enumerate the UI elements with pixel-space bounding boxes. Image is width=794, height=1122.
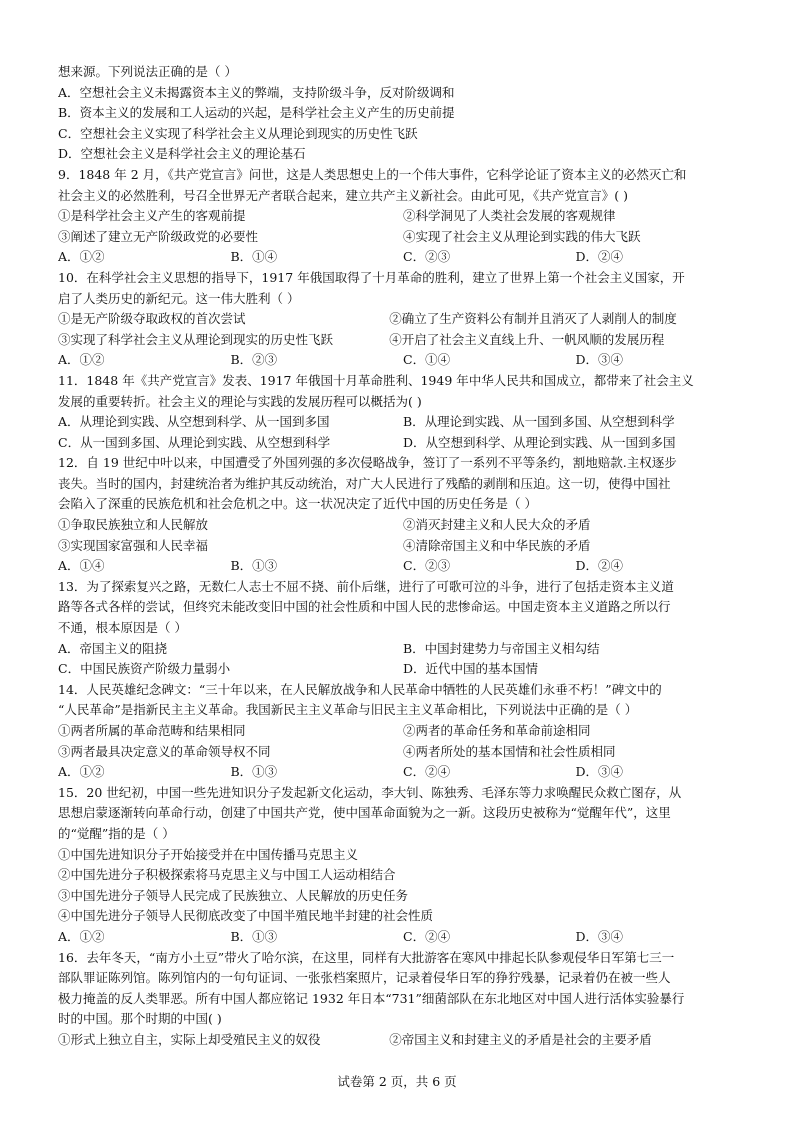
question-14 (58, 680, 748, 783)
option-row (58, 639, 748, 660)
option-d: D．空想社会主义是科学社会主义的理论基石 (58, 146, 306, 162)
option-c: C．空想社会主义实现了科学社会主义从理论到现实的历史性飞跃 (58, 125, 418, 141)
choice-row (58, 927, 748, 948)
question-12 (58, 453, 748, 577)
choice-c: C．②④ (403, 764, 451, 780)
choice-d: D．③④ (575, 764, 624, 780)
choice-d: D．②④ (575, 249, 624, 265)
question-stem: 丧失。当时的国内，封建统治者为维护其反动统治，对广大人民进行了残酷的剥削和压迫。这一切，使得中国社 (58, 475, 671, 491)
question-stem: 时的中国。那个时期的中国( ) (58, 1011, 222, 1027)
question-stem: 思想启蒙逐渐转向革命行动，创建了中国共产党，使中国革命面貌为之一新。这段历史被称为“觉醒年代”，这里 (58, 805, 671, 821)
question-16 (58, 948, 748, 1051)
choice-a: A．①② (58, 928, 105, 944)
choice-row (58, 247, 748, 268)
item-4: ④清除帝国主义和中华民族的矛盾 (403, 537, 591, 553)
choice-d: D．③④ (575, 352, 624, 368)
item-2: ②消灭封建主义和人民大众的矛盾 (403, 517, 591, 533)
question-8 (58, 62, 748, 165)
question-13 (58, 577, 748, 680)
choice-b: B．①③ (230, 928, 278, 944)
item-1: ①是无产阶级夺取政权的首次尝试 (58, 311, 246, 327)
option-b: B．中国封建势力与帝国主义相勾结 (403, 640, 600, 656)
item-3: ③中国先进分子领导人民完成了民族独立、人民解放的历史任务 (58, 887, 409, 903)
choice-a: A．①② (58, 352, 105, 368)
choice-row (58, 556, 748, 577)
choice-row (58, 350, 748, 371)
question-stem: 部队罪证陈列馆。陈列馆内的一句句证词、一张张档案照片，记录着侵华日军的狰狞残暴，记录着仍在被一些人 (58, 970, 671, 986)
item-row (58, 515, 748, 536)
question-11 (58, 371, 748, 453)
item-4: ④中国先进分子领导人民彻底改变了中国半殖民地半封建的社会性质 (58, 908, 434, 924)
choice-d: D．②④ (575, 558, 624, 574)
question-stem: 会陷入了深重的民族危机和社会危机之中。这一状况决定了近代中国的历史任务是（ ） (58, 496, 537, 512)
question-stem: 13．为了探索复兴之路，无数仁人志士不屈不挠、前仆后继，进行了可歌可泣的斗争，进行了包括走资本主义道 (58, 578, 674, 594)
page-footer: 试卷第 2 页，共 6 页 (337, 1074, 457, 1089)
question-stem: 14．人民英雄纪念碑文：“三十年以来，在人民解放战争和人民革命中牺牲的人民英雄们永垂不朽！”碑文中的 (58, 681, 662, 697)
option-c: C．中国民族资产阶级力量弱小 (58, 661, 231, 677)
item-2: ②中国先进分子积极探索将马克思主义与中国工人运动相结合 (58, 867, 396, 883)
item-row (58, 206, 748, 227)
option-a: A．从理论到实践、从空想到科学、从一国到多国 (58, 414, 330, 430)
question-15 (58, 783, 748, 948)
question-stem: “人民革命”是指新民主主义革命。我国新民主主义革命与旧民主主义革命相比，下列说法中正确的是（ ） (58, 702, 638, 718)
choice-b: B．①③ (230, 764, 278, 780)
item-3: ③阐述了建立无产阶级政党的必要性 (58, 228, 259, 244)
item-row (58, 309, 748, 330)
question-stem: 想来源。下列说法正确的是（ ） (58, 64, 237, 79)
choice-a: A．①② (58, 249, 105, 265)
choice-c: C．②③ (403, 249, 451, 265)
question-stem: 12．自 19 世纪中叶以来，中国遭受了外国列强的多次侵略战争，签订了一系列不平等条约，割地赔款.主权逐步 (58, 455, 677, 471)
item-row (58, 742, 748, 763)
item-3: ③两者最具决定意义的革命领导权不同 (58, 743, 271, 759)
item-4: ④实现了社会主义从理论到实践的伟大飞跃 (403, 228, 641, 244)
choice-c: C．①④ (403, 352, 451, 368)
option-a: A．帝国主义的阻挠 (58, 640, 168, 656)
item-1: ①争取民族独立和人民解放 (58, 517, 209, 533)
option-b: B．资本主义的发展和工人运动的兴起，是科学社会主义产生的历史前提 (58, 105, 455, 121)
item-row (58, 227, 748, 248)
question-10 (58, 268, 748, 371)
question-stem: 启了人类历史的新纪元。这一伟大胜利（ ） (58, 290, 300, 306)
option-a: A．空想社会主义未揭露资本主义的弊端，支持阶级斗争，反对阶级调和 (58, 84, 455, 100)
option-row (58, 412, 748, 433)
choice-b: B．①④ (230, 249, 278, 265)
question-stem: 10．在科学社会主义思想的指导下，1917 年俄国取得了十月革命的胜利，建立了世界上第一个社会主义国家，开 (58, 269, 685, 285)
item-4: ④两者所处的基本国情和社会性质相同 (403, 743, 616, 759)
choice-b: B．①③ (230, 558, 278, 574)
item-3: ③实现国家富强和人民幸福 (58, 537, 209, 553)
question-stem: 16．去年冬天，“南方小土豆”带火了哈尔滨，在这里，同样有大批游客在寒风中排起长队参观侵华日军第七三一 (58, 949, 675, 965)
choice-a: A．①④ (58, 558, 105, 574)
question-9 (58, 165, 748, 268)
question-stem: 路等各式各样的尝试，但终究未能改变旧中国的社会性质和中国人民的悲惨命运。中国走资本主义道路之所以行 (58, 599, 671, 615)
choice-d: D．③④ (575, 928, 624, 944)
question-stem: 社会主义的必然胜利，号召全世界无产者联合起来，建立共产主义新社会。由此可见，《共产党宣言》( ) (58, 187, 628, 203)
item-1: ①是科学社会主义产生的客观前提 (58, 208, 246, 224)
question-stem: 不通，根本原因是（ ） (58, 620, 187, 636)
item-1: ①形式上独立自主，实际上却受殖民主义的奴役 (58, 1031, 321, 1047)
option-d: D．近代中国的基本国情 (403, 661, 539, 677)
choice-c: C．②④ (403, 928, 451, 944)
option-d: D．从空想到科学、从理论到实践、从一国到多国 (403, 434, 676, 450)
question-stem: 15．20 世纪初，中国一些先进知识分子发起新文化运动，李大钊、陈独秀、毛泽东等力求唤醒民众救亡图存，从 (58, 784, 682, 800)
item-2: ②确立了生产资料公有制并且消灭了人剥削人的制度 (389, 311, 677, 327)
item-row (58, 1030, 748, 1051)
question-stem: 的“觉醒”指的是（ ） (58, 825, 175, 841)
item-row (58, 330, 748, 351)
item-2: ②科学洞见了人类社会发展的客观规律 (403, 208, 616, 224)
item-4: ④开启了社会主义直线上升、一帆风顺的发展历程 (389, 331, 665, 347)
choice-row (58, 762, 748, 783)
item-row (58, 536, 748, 557)
option-c: C．从一国到多国、从理论到实践、从空想到科学 (58, 434, 331, 450)
question-stem: 极力掩盖的反人类罪恶。所有中国人都应铭记 1932 年日本“731”细菌部队在东北地区对中国人进行活体实验暴行 (58, 990, 685, 1006)
question-stem: 11．1848 年《共产党宣言》发表、1917 年俄国十月革命胜利、1949 年中华人民共和国成立，都带来了社会主义 (58, 372, 694, 388)
question-stem: 9．1848 年 2 月，《共产党宣言》问世，这是人类思想史上的一个伟大事件，它科学论证了资本主义的必然灭亡和 (58, 166, 687, 182)
item-1: ①两者所属的革命范畴和结果相同 (58, 723, 246, 738)
item-1: ①中国先进知识分子开始接受并在中国传播马克思主义 (58, 846, 359, 862)
option-b: B．从理论到实践、从一国到多国、从空想到科学 (403, 414, 675, 430)
choice-a: A．①② (58, 764, 105, 780)
option-row (58, 659, 748, 680)
item-2: ②帝国主义和封建主义的矛盾是社会的主要矛盾 (389, 1031, 652, 1047)
question-stem: 发展的重要转折。社会主义的理论与实践的发展历程可以概括为( ) (58, 393, 422, 409)
option-row (58, 433, 748, 454)
choice-b: B．②③ (230, 352, 278, 368)
question-list (58, 62, 748, 1051)
item-3: ③实现了科学社会主义从理论到现实的历史性飞跃 (58, 331, 334, 347)
choice-c: C．②③ (403, 558, 451, 574)
item-row (58, 721, 748, 742)
item-2: ②两者的革命任务和革命前途相同 (403, 723, 591, 738)
